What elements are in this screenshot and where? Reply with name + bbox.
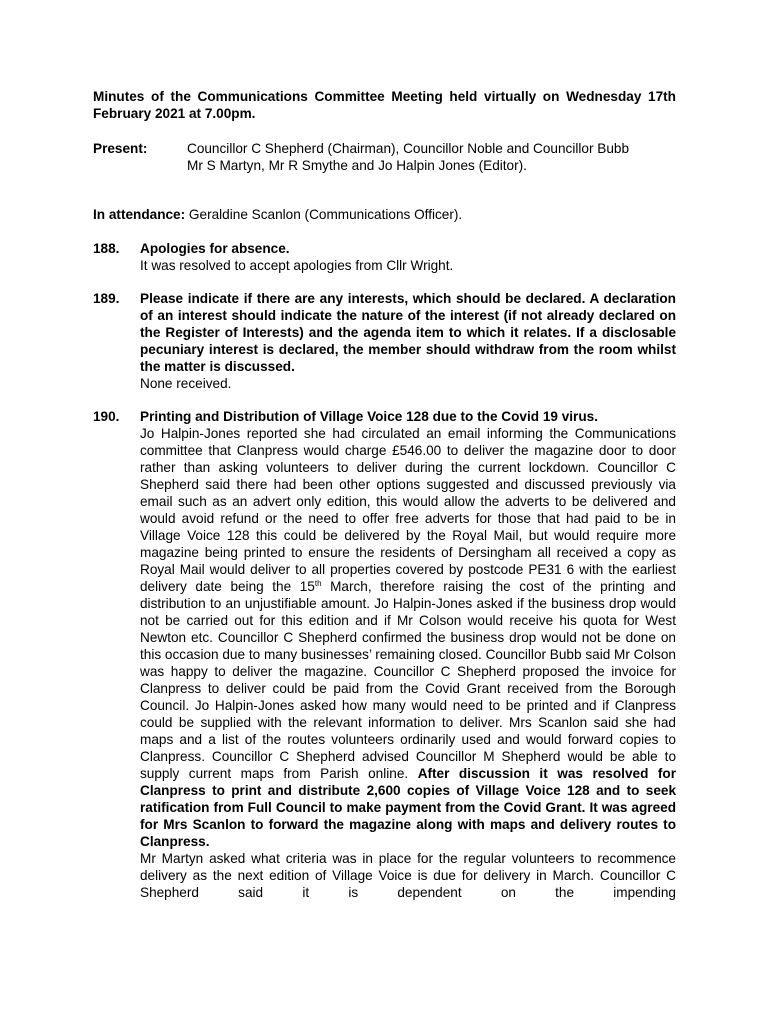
present-line-2: Mr S Martyn, Mr R Smythe and Jo Halpin Jones (Editor). (187, 158, 527, 173)
item-heading: Please indicate if there are any interests, which should be declared. A declaration of an interest should indicate the nature of the interest (if not already declared on the Register of Interests) and the agenda item to which it relates. If a disclosable pecuniary interest is declared, the member should withdraw from the room whilst the matter is discussed. (140, 291, 676, 374)
attendance (93, 206, 462, 223)
item-heading: Printing and Distribution of Village Voice 128 due to the Covid 19 virus. (140, 409, 598, 424)
resolution-text: After discussion it was resolved for Clanpress to print and distribute 2,600 copies of Village Voice 128 and to seek ratification from Full Council to make payment from the Covid Grant. It was agreed for Mrs Scanlon to forward the magazine along with maps and delivery routes to Clanpress. (140, 766, 676, 849)
item-number-188: 188. (93, 241, 120, 256)
item-text: None received. (140, 376, 232, 391)
ordinal-suffix: th (314, 579, 322, 588)
present-label: Present: (93, 141, 148, 156)
item-paragraph (140, 425, 676, 850)
item-189 (140, 290, 676, 392)
attendance-label: In attendance: (93, 207, 186, 222)
item-number-189: 189. (93, 291, 120, 306)
present-line-1: Councillor C Shepherd (Chairman), Councillor Noble and Councillor Bubb (187, 141, 630, 156)
item-heading: Apologies for absence. (140, 241, 290, 256)
item-190 (140, 408, 676, 901)
item-paragraph: Mr Martyn asked what criteria was in place for the regular volunteers to recommence delivery as the next edition of Village Voice is due for delivery in March. Councillor C Shepherd said it is dependent on the impending (140, 851, 676, 900)
item-text-part: March, therefore raising the cost of the printing and distribution to an unjustifiable amount. Jo Halpin-Jones asked if the business drop would not be carried out for this edition and if Mr Colson would receive his quota for West Newton etc. Councillor C Shepherd confirmed the business drop would not be done on this occasion due to many businesses’ remaining closed. Councillor Bubb said Mr Colson was happy to deliver the magazine. Councillor C Shepherd proposed the invoice for Clanpress to deliver could be paid from the Covid Grant received from the Borough Council. Jo Halpin-Jones asked how many would need to be printed and if Clanpress could be supplied with the relevant information to deliver. Mrs Scanlon said she had maps and a list of the routes volunteers ordinarily used and would forward copies to Clanpress. Councillor C Shepherd advised Councillor M Shepherd would be able to supply current maps from Parish online. (140, 579, 676, 781)
present-list (187, 140, 676, 174)
item-text: It was resolved to accept apologies from Cllr Wright. (140, 258, 454, 273)
item-188 (140, 240, 676, 274)
item-text-part: Jo Halpin-Jones reported she had circulated an email informing the Communications committee that Clanpress would charge £546.00 to deliver the magazine door to door rather than asking volunteers to deliver during the current lockdown. Councillor C Shepherd said there had been other options suggested and discussed previously via email such as an advert only edition, this would allow the adverts to be delivered and would avoid refund or the need to offer free adverts for those that had paid to be in Village Voice 128 this could be delivered by the Royal Mail, but would require more magazine being printed to ensure the residents of Dersingham all received a copy as Royal Mail would deliver to all properties covered by postcode PE31 6 with the earliest delivery date being the 15 (140, 426, 676, 594)
attendance-text: Geraldine Scanlon (Communications Officer). (185, 207, 463, 222)
document-title: Minutes of the Communications Committee Meeting held virtually on Wednesday 17th February 2021 at 7.00pm. (93, 89, 676, 121)
item-number-190: 190. (93, 409, 120, 424)
